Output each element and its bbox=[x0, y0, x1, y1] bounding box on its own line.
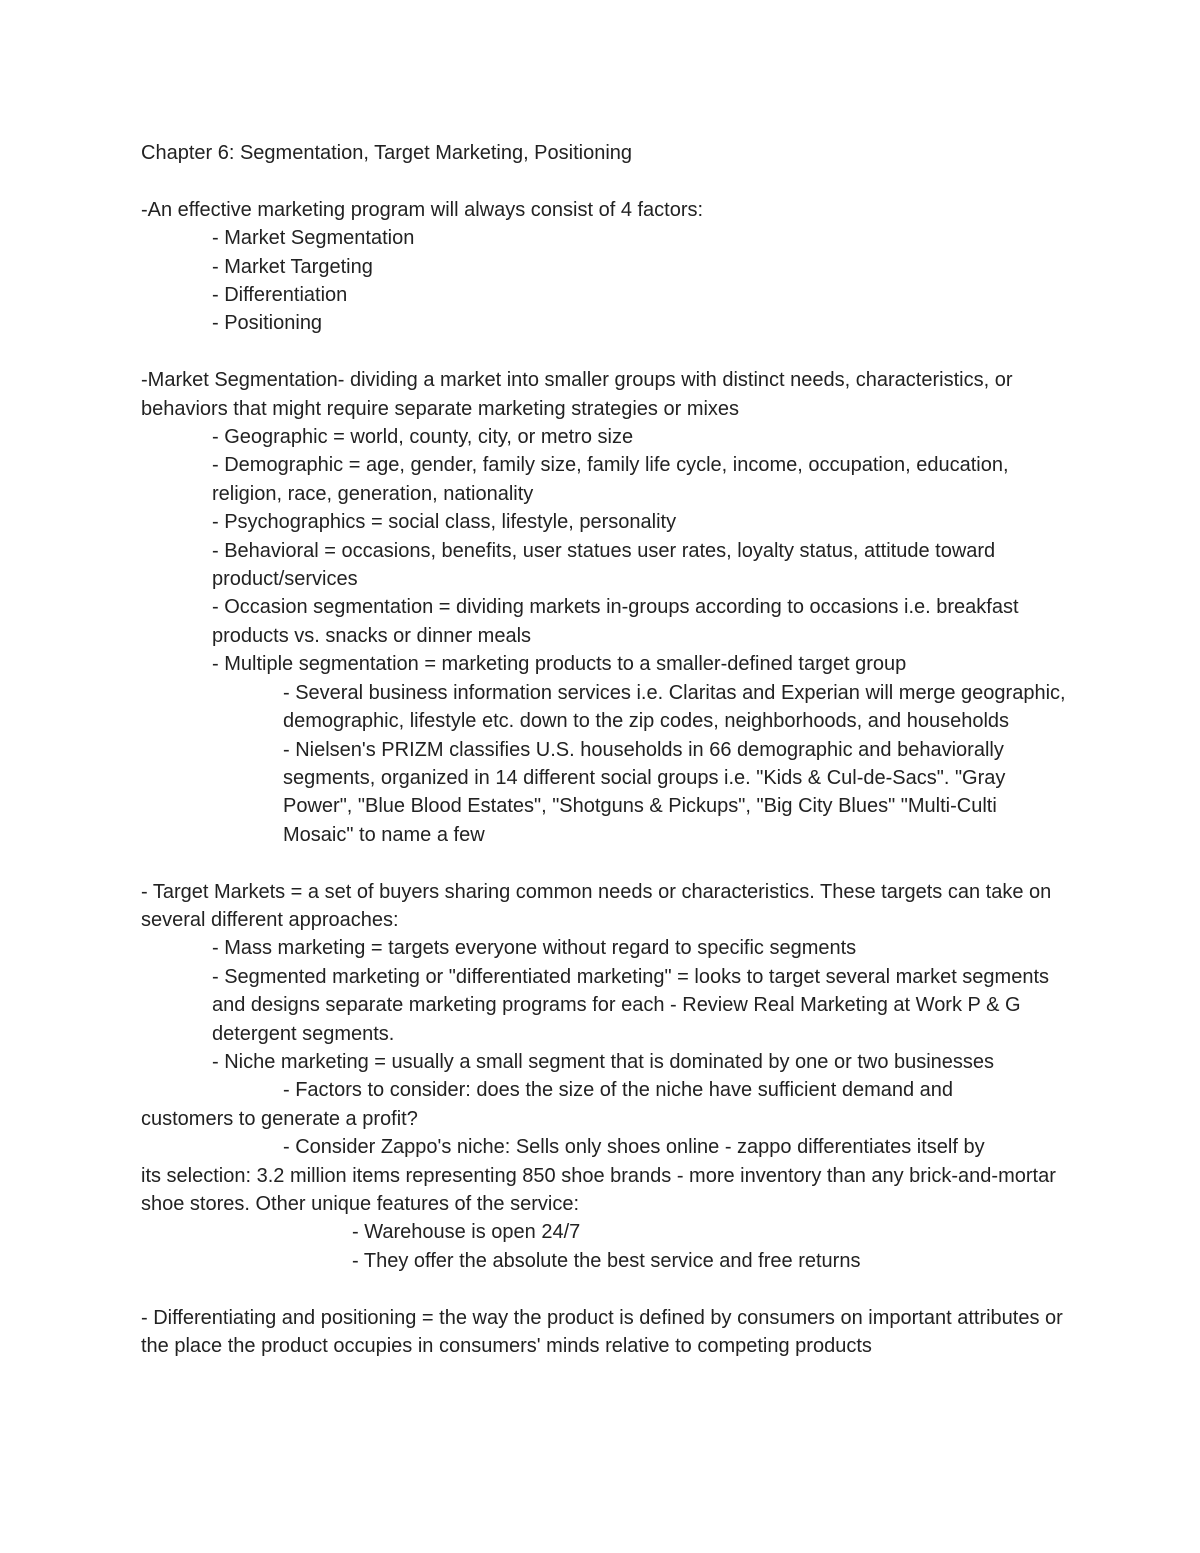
segmentation-item: - Psychographics = social class, lifestyle, personality bbox=[212, 511, 677, 534]
spacer bbox=[141, 167, 1066, 195]
segmentation-subitem: - Nielsen's PRIZM classifies U.S. households in 66 demographic and behaviorally segments, organized in 14 different social groups i.e. "Kids & Cul-de-Sacs". "Gray Power", "Blue Blood Estates", "Shotguns & Pickups", "Big City Blues" "Multi-Culti Mosaic" to name a few bbox=[283, 738, 1006, 846]
targeting-item: - Segmented marketing or "differentiated marketing" = looks to target several market segments and designs separate marketing programs for each - Review Real Marketing at Work P & G detergent segments. bbox=[212, 965, 1050, 1045]
factor-item: - Differentiation bbox=[212, 284, 348, 307]
targeting-item: - Niche marketing = usually a small segment that is dominated by one or two businesses bbox=[212, 1050, 995, 1073]
segmentation-item: - Behavioral = occasions, benefits, user statues user rates, loyalty status, attitude toward product/services bbox=[212, 539, 996, 591]
niche-factor-lead: - Factors to consider: does the size of the niche have sufficient demand and bbox=[283, 1079, 954, 1102]
targeting-item: - Mass marketing = targets everyone without regard to specific segments bbox=[212, 937, 857, 960]
zappos-lead: - Consider Zappo's niche: Sells only shoes online - zappo differentiates itself by bbox=[283, 1136, 985, 1159]
zappos-feature: - They offer the absolute the best service and free returns bbox=[352, 1249, 861, 1272]
segmentation-item: - Multiple segmentation = marketing products to a smaller-defined target group bbox=[212, 653, 907, 676]
segmentation-item: - Demographic = age, gender, family size, family life cycle, income, occupation, education, religion, race, generation, nationality bbox=[212, 454, 1009, 505]
positioning-definition: - Differentiating and positioning = the way the product is defined by consumers on important attributes or the place the product occupies in consumers' minds relative to competing products bbox=[141, 1306, 1063, 1357]
spacer bbox=[141, 338, 1066, 366]
spacer bbox=[141, 849, 1066, 877]
page-title: Chapter 6: Segmentation, Target Marketing, Positioning bbox=[141, 142, 633, 164]
document-body bbox=[141, 139, 1066, 1360]
niche-factor-rest: customers to generate a profit? bbox=[141, 1107, 418, 1130]
factor-item: - Positioning bbox=[212, 312, 323, 335]
segmentation-item: - Geographic = world, county, city, or metro size bbox=[212, 426, 634, 449]
targeting-definition: - Target Markets = a set of buyers sharing common needs or characteristics. These targets can take on several different approaches: bbox=[141, 880, 1052, 931]
zappos-feature: - Warehouse is open 24/7 bbox=[352, 1221, 581, 1244]
segmentation-item: - Occasion segmentation = dividing markets in-groups according to occasions i.e. breakfast products vs. snacks or dinner meals bbox=[212, 596, 1019, 647]
segmentation-subitem: - Several business information services i.e. Claritas and Experian will merge geographic, demographic, lifestyle etc. down to the zip codes, neighborhoods, and households bbox=[283, 681, 1066, 733]
factor-item: - Market Segmentation bbox=[212, 227, 415, 250]
segmentation-definition: -Market Segmentation- dividing a market into smaller groups with distinct needs, characteristics, or behaviors that might require separate marketing strategies or mixes bbox=[141, 369, 1013, 420]
factor-item: - Market Targeting bbox=[212, 255, 373, 278]
zappos-rest: its selection: 3.2 million items representing 850 shoe brands - more inventory than any brick-and-mortar shoe stores. Other unique features of the service: bbox=[141, 1164, 1056, 1215]
spacer bbox=[141, 1275, 1066, 1303]
intro-paragraph: -An effective marketing program will always consist of 4 factors: bbox=[141, 198, 704, 221]
